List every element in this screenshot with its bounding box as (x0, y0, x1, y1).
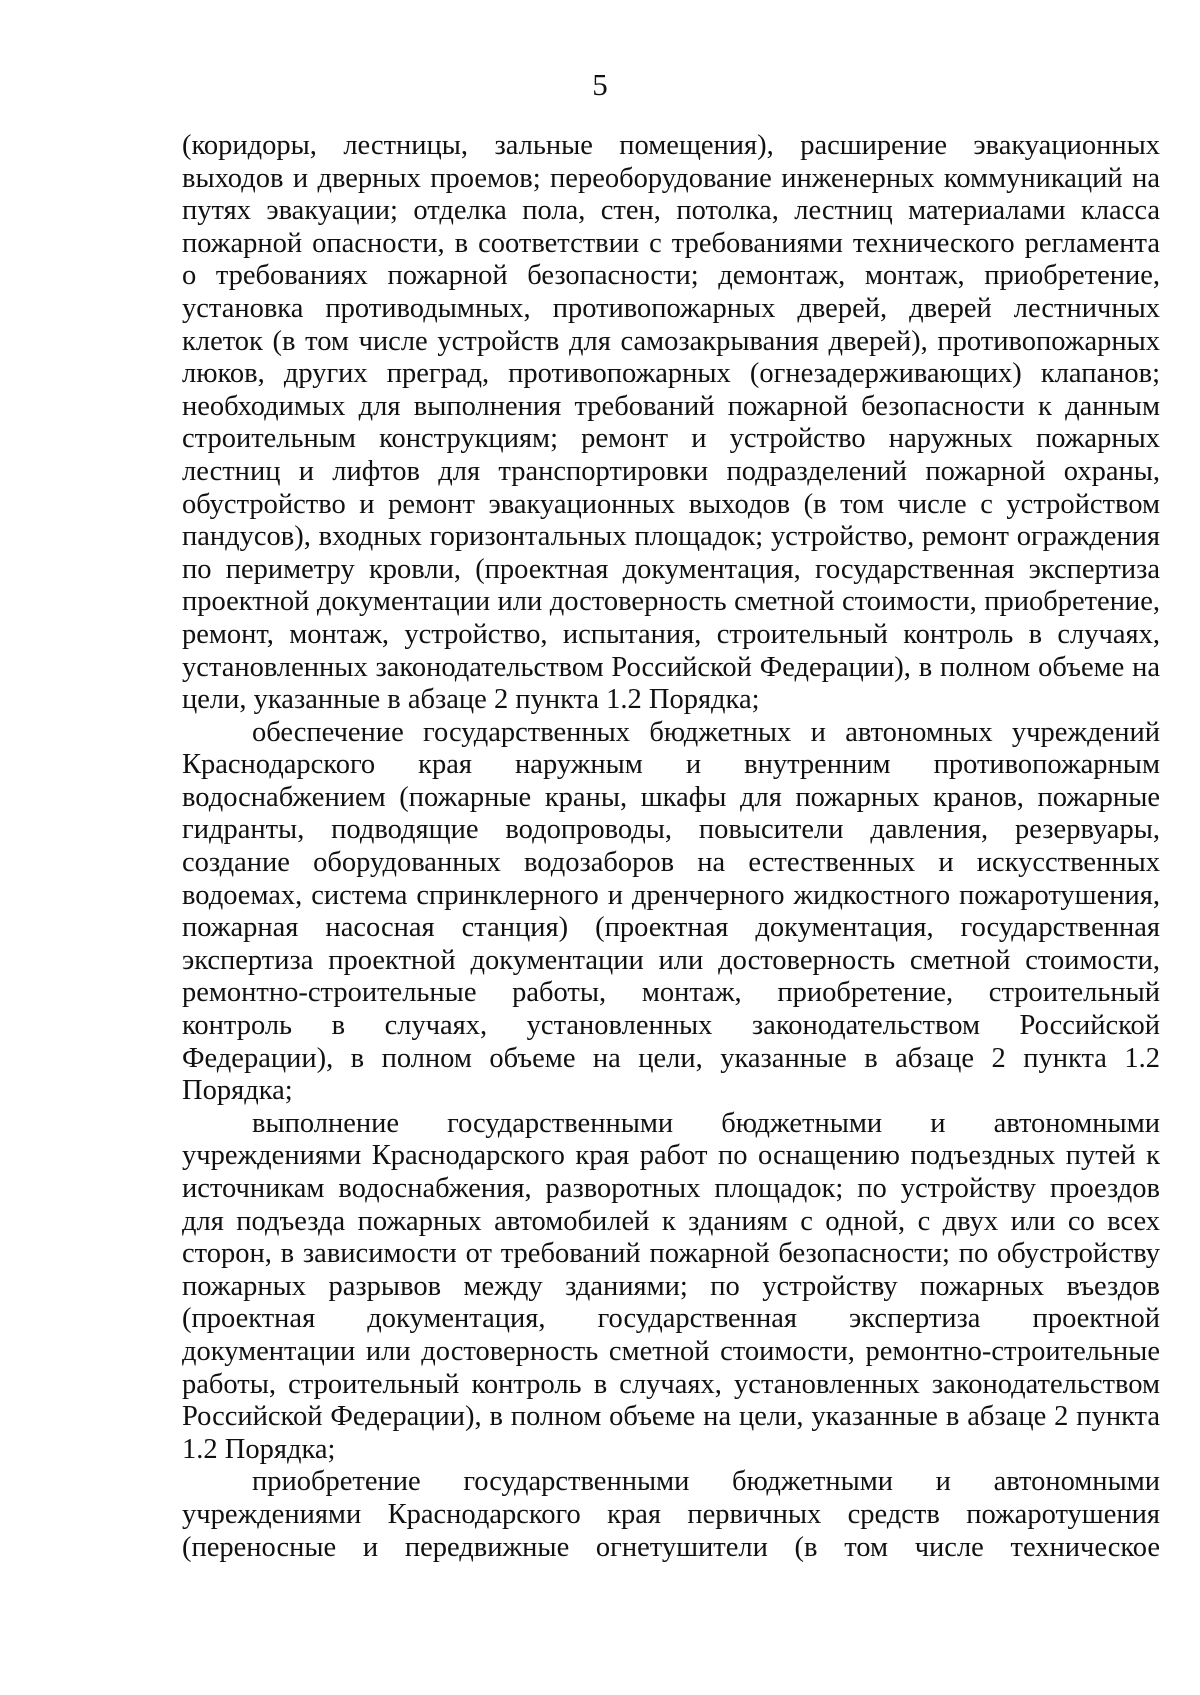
text-line: установка противодымных, противопожарных дверей, дверей лестничных (182, 292, 1160, 324)
text-line: учреждениями Краснодарского края работ по оснащению подъездных путей к (182, 1140, 1160, 1172)
text-line: (коридоры, лестницы, зальные помещения), расширение эвакуационных (182, 130, 1160, 161)
text-line: обеспечение государственных бюджетных и автономных учреждений (252, 716, 1160, 748)
text-line: для подъезда пожарных автомобилей к зданиям с одной, с двух или со всех (182, 1205, 1160, 1237)
paragraph (182, 1108, 1160, 1467)
text-line: водоемах, система спринклерного и дренчерного жидкостного пожаротушения, (182, 879, 1160, 911)
text-line: строительным конструкциям; ремонт и устройство наружных пожарных (182, 423, 1160, 455)
text-line: ремонтно-строительные работы, монтаж, приобретение, строительный (182, 977, 1160, 1009)
text-line: установленных законодательством Российской Федерации), в полном объеме на (182, 651, 1160, 683)
text-line: экспертиза проектной документации или достоверность сметной стоимости, (182, 944, 1160, 976)
text-line: по периметру кровли, (проектная документация, государственная экспертиза (182, 553, 1160, 585)
text-line: водоснабжением (пожарные краны, шкафы для пожарных кранов, пожарные (182, 781, 1160, 813)
body-text (182, 130, 1160, 1564)
text-line: гидранты, подводящие водопроводы, повысители давления, резервуары, (182, 814, 1160, 846)
text-line: Краснодарского края наружным и внутренним противопожарным (182, 749, 1160, 781)
text-line: обустройство и ремонт эвакуационных выходов (в том числе с устройством (182, 488, 1160, 520)
text-line: Российской Федерации), в полном объеме на цели, указанные в абзаце 2 пункта (182, 1401, 1160, 1433)
page-number: 5 (592, 67, 608, 102)
text-line: сторон, в зависимости от требований пожарной безопасности; по обустройству (182, 1238, 1160, 1270)
text-line: пожарных разрывов между зданиями; по устройству пожарных въездов (182, 1270, 1160, 1302)
text-line: путях эвакуации; отделка пола, стен, потолка, лестниц материалами класса (182, 195, 1160, 227)
text-line: клеток (в том числе устройств для самозакрывания дверей), противопожарных (182, 325, 1160, 357)
text-line: Федерации), в полном объеме на цели, указанные в абзаце 2 пункта 1.2 (182, 1042, 1160, 1074)
text-line: документации или достоверность сметной стоимости, ремонтно-строительные (182, 1335, 1160, 1367)
text-line: выполнение государственными бюджетными и автономными (252, 1107, 1160, 1139)
text-line: выходов и дверных проемов; переоборудование инженерных коммуникаций на (182, 162, 1160, 194)
text-line: лестниц и лифтов для транспортировки подразделений пожарной охраны, (182, 455, 1160, 487)
text-line: о требованиях пожарной безопасности; демонтаж, монтаж, приобретение, (182, 260, 1160, 292)
text-line: пандусов), входных горизонтальных площадок; устройство, ремонт ограждения (182, 521, 1160, 553)
text-line: ремонт, монтаж, устройство, испытания, строительный контроль в случаях, (182, 618, 1160, 650)
paragraph (182, 1466, 1160, 1564)
paragraph (182, 717, 1160, 1108)
text-line: работы, строительный контроль в случаях, установленных законодательством (182, 1368, 1160, 1400)
text-line: приобретение государственными бюджетными и автономными (252, 1466, 1160, 1498)
text-line: 1.2 Порядка; (182, 1433, 336, 1465)
text-line: Порядка; (182, 1075, 293, 1107)
text-line: люков, других преград, противопожарных (огнезадерживающих) клапанов; (182, 358, 1160, 390)
text-line: (переносные и передвижные огнетушители (в том числе техническое (182, 1531, 1160, 1563)
text-line: источникам водоснабжения, разворотных площадок; по устройству проездов (182, 1173, 1160, 1204)
text-line: контроль в случаях, установленных законодательством Российской (182, 1010, 1160, 1042)
text-line: проектной документации или достоверность сметной стоимости, приобретение, (182, 586, 1160, 618)
text-line: создание оборудованных водозаборов на естественных и искусственных (182, 847, 1160, 879)
text-line: (проектная документация, государственная экспертиза проектной (182, 1303, 1160, 1335)
paragraph (182, 130, 1160, 717)
text-line: пожарной опасности, в соответствии с требованиями технического регламента (182, 227, 1160, 259)
text-line: цели, указанные в абзаце 2 пункта 1.2 Порядка; (182, 684, 760, 716)
text-line: учреждениями Краснодарского края первичных средств пожаротушения (182, 1498, 1160, 1530)
text-line: пожарная насосная станция) (проектная документация, государственная (182, 912, 1160, 944)
text-line: необходимых для выполнения требований пожарной безопасности к данным (182, 390, 1160, 422)
